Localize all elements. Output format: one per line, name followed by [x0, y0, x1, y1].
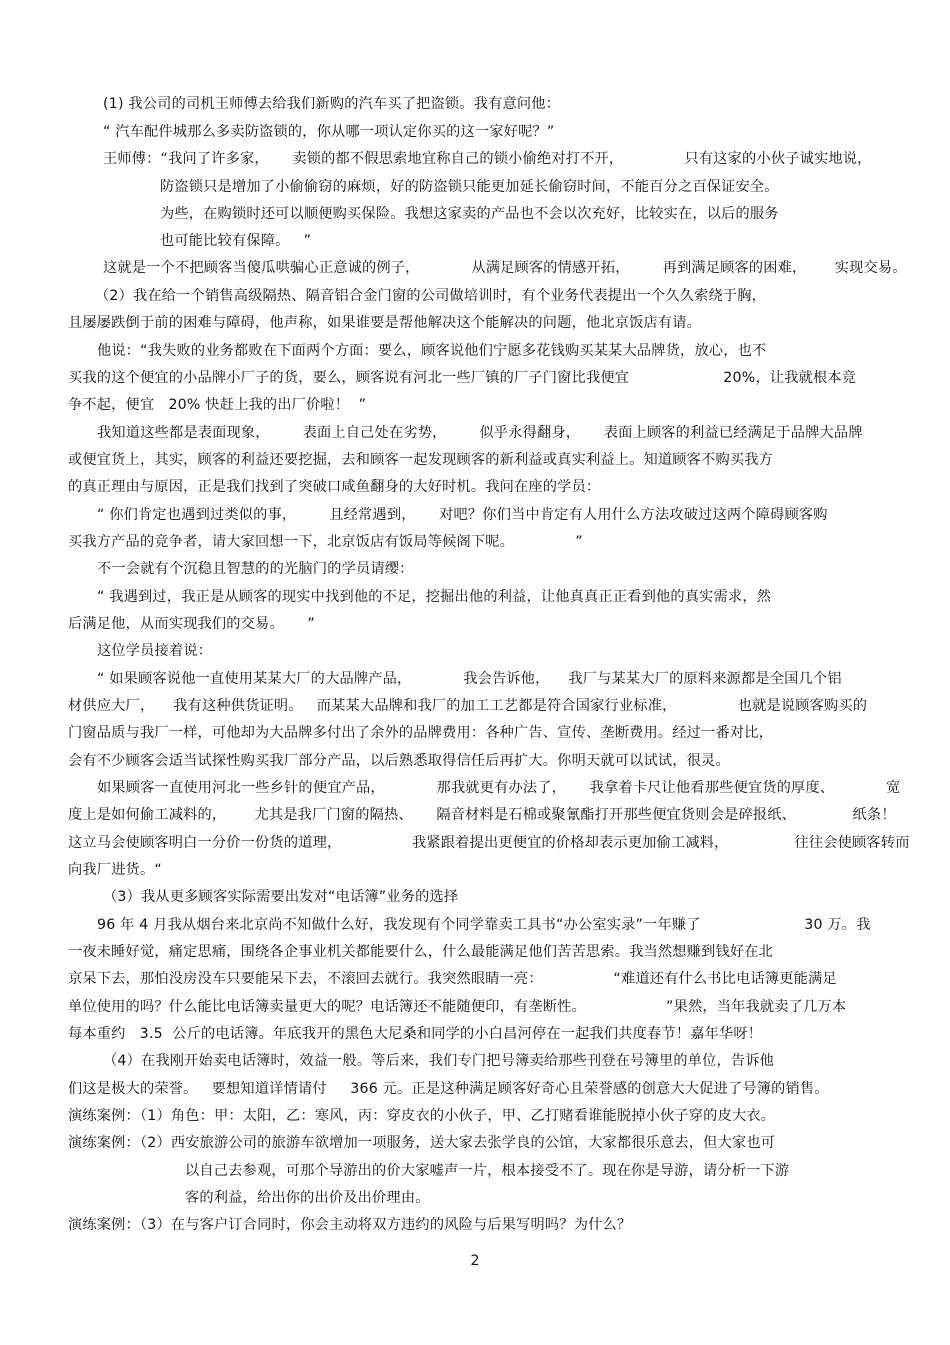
- text-line: 们这是极大的荣誉。 要想知道详情请付 366 元。正是这种满足顾客好奇心且荣誉感的创意大大促进了号簿的销售。: [68, 1081, 829, 1097]
- text-line: 这就是一个不把顾客当傻瓜哄骗心正意诚的例子， 从满足顾客的情感开拓， 再到满足顾客的困难， 实现交易。: [103, 260, 907, 276]
- text-line: “ 你们肯定也遇到过类似的事， 且经常遇到， 对吧？你们当中肯定有人用什么方法攻破过这两个障碍顾客购: [97, 507, 828, 523]
- text-line: 买我的这个便宜的小品牌小厂子的货，要么，顾客说有河北一些厂镇的厂子门窗比我便宜 20%，让我就根本竞: [68, 370, 857, 386]
- text-line: 这位学员接着说：: [97, 643, 213, 659]
- text-line: 也可能比较有保障。 ”: [160, 233, 312, 249]
- text-line: 他说：“我失败的业务都败在下面两个方面：要么，顾客说他们宁愿多花钱购买某某大品牌货，放心，也不: [97, 343, 767, 359]
- text-line: (1) 我公司的司机王师傅去给我们新购的汽车买了把盗锁。我有意问他：: [103, 96, 561, 112]
- text-line: 以自己去参观，可那个导游出的价大家嘘声一片，根本接受不了。现在你是导游，请分析一下游: [185, 1163, 790, 1179]
- text-line: 的真正理由与原因，正是我们找到了突破口咸鱼翻身的大好时机。我问在座的学员：: [68, 479, 601, 495]
- text-line: （2）我在给一个销售高级隔热、隔音铝合金门窗的公司做培训时，有个业务代表提出一个久久索绕于胸，: [95, 288, 767, 304]
- text-line: 度上是如何偷工减料的， 尤其是我厂门窗的隔热、 隔音材料是石棉或聚氰酯打开那些便宜货则会是碎报纸、 纸条！: [68, 807, 896, 823]
- text-line: 防盗锁只是增加了小偷偷窃的麻烦，好的防盗锁只能更加延长偷窃时间，不能百分之百保证安全。: [160, 179, 779, 195]
- text-line: 一夜未睡好觉，痛定思痛，围绕各企事业机关都能要什么，什么最能满足他们苦苦思索。我当然想赚到钱好在北: [68, 944, 773, 960]
- text-line: 演练案例：（3）在与客户订合同时，你会主动将双方违约的风险与后果写明吗？为什么？: [68, 1217, 632, 1233]
- text-line: 争不起，便宜 20% 快赶上我的出厂价啦！ ”: [68, 397, 367, 413]
- text-line: 向我厂进货。“: [68, 862, 162, 878]
- text-line: “ 如果顾客说他一直使用某某大厂的大品牌产品， 我会告诉他， 我厂与某某大厂的原料来源都是全国几个铝: [97, 671, 842, 687]
- text-line: （3）我从更多顾客实际需要出发对“电话簿”业务的选择: [103, 889, 459, 905]
- text-line: （4）在我刚开始卖电话簿时，效益一般。等后来，我们专门把号簿卖给那些刊登在号簿里的单位，告诉他: [103, 1053, 775, 1069]
- text-line: 为些，在购锁时还可以顺便购买保险。我想这家卖的产品也不会以次充好，比较实在，以后的服务: [160, 206, 779, 222]
- text-line: “ 汽车配件城那么多卖防盗锁的，你从哪一项认定你买的这一家好呢？”: [103, 124, 555, 140]
- text-line: 演练案例：（1）角色：甲：太阳，乙：寒风，丙：穿皮衣的小伙子，甲、乙打赌看谁能脱掉小伙子穿的皮大衣。: [68, 1108, 776, 1124]
- text-line: 买我方产品的竞争者，请大家回想一下，北京饭店有饭局等候阁下呢。 ”: [68, 534, 583, 550]
- text-line: “ 我遇到过，我正是从顾客的现实中找到他的不足，挖掘出他的利益，让他真真正正看到他的真实需求，然: [97, 589, 772, 605]
- text-line: 演练案例：（2）西安旅游公司的旅游车欲增加一项服务，送大家去张学良的公馆，大家都很乐意去，但大家也可: [68, 1135, 776, 1151]
- text-line: 会有不少顾客会适当试探性购买我厂部分产品，以后熟悉取得信任后再扩大。你明天就可以试试，很灵。: [68, 753, 730, 769]
- text-line: 或便宜货上，其实，顾客的利益还要挖掘，去和顾客一起发现顾客的新利益或真实利益上。知道顾客不购买我方: [68, 452, 773, 468]
- text-line: 后满足他，从而实现我们的交易。 ”: [68, 616, 315, 632]
- text-line: 这立马会使顾客明白一分价一份货的道理， 我紧跟着提出更便宜的价格却表示更加偷工减料， 往往会使顾客转而: [68, 835, 910, 851]
- text-line: 每本重约 3.5 公斤的电话簿。年底我开的黑色大尼桑和同学的小白昌河停在一起我们共度春节！嘉年华呀！: [68, 1026, 763, 1042]
- text-line: 不一会就有个沉稳且智慧的的光脑门的学员请缨：: [97, 561, 414, 577]
- text-line: 我知道这些都是表面现象， 表面上自己处在劣势， 似乎永得翻身， 表面上顾客的利益已经满足于品牌大品牌: [97, 425, 863, 441]
- text-line: 王师傅：“我问了许多家， 卖锁的都不假思索地宜称自己的锁小偷绝对打不开， 只有这家的小伙子诚实地说，: [103, 151, 872, 167]
- text-line: 96 年 4 月我从烟台来北京尚不知做什么好，我发现有个同学靠卖工具书“办公室实录”一年赚了 30 万。我: [97, 917, 871, 933]
- text-line: 门窗品质与我厂一样，可他却为大品牌多付出了余外的品牌费用：各种广告、宣传、垄断费用。经过一番对比，: [68, 725, 773, 741]
- text-line: 且屡屡跌倒于前的困难与障碍，他声称，如果谁要是帮他解决这个能解决的问题，他北京饭店有请。: [68, 315, 702, 331]
- text-line: 京呆下去，那怕没房没车只要能呆下去，不滚回去就行。我突然眼睛一亮： “难道还有什么书比电话簿更能满足: [68, 971, 837, 987]
- text-line: 材供应大厂， 我有这种供货证明。 而某某大品牌和我厂的加工工艺都是符合国家行业标准， 也就是说顾客购买的: [68, 698, 868, 714]
- text-line: 如果顾客一直使用河北一些乡针的便宜产品， 那我就更有办法了， 我拿着卡尺让他看那些便宜货的厚度、 宽: [97, 780, 901, 796]
- text-line: 单位使用的吗？什么能比电话簿卖量更大的呢？电话簿还不能随便印，有垄断性。 ”果然，当年我就卖了几万本: [68, 999, 847, 1015]
- page-number: 2: [470, 1253, 480, 1269]
- text-line: 客的利益，给出你的出价及出价理由。: [185, 1190, 430, 1206]
